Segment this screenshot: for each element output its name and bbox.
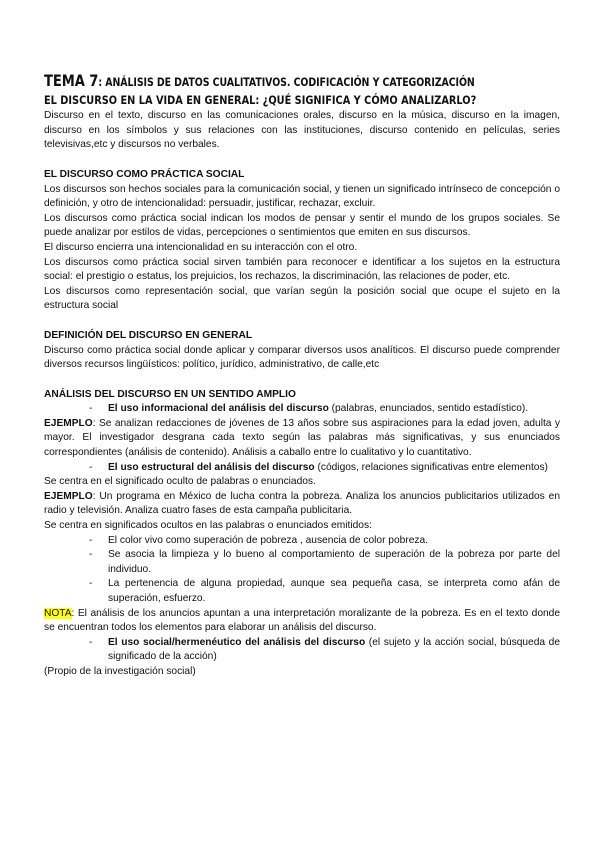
document-page <box>44 71 560 680</box>
nota-text: : El análisis de los anuncios apuntan a una interpretación moralizante de la pobreza. Es en el texto donde se encuentran todos los elementos para elaborar un análisis del discurso. <box>44 607 560 634</box>
item3-rest: (el sujeto y la acción social, búsqueda de significado de la acción) <box>108 636 560 663</box>
nota-highlight: NOTA <box>44 607 72 619</box>
item2-rest: (códigos, relaciones significativas entre elementos) <box>314 461 548 473</box>
document-title <box>44 71 475 90</box>
list-item: - Se asocia la limpieza y lo bueno al comportamiento de superación de la pobreza por parte del individuo. <box>108 548 560 577</box>
section2-paragraph: Discurso como práctica social donde aplicar y comparar diversos usos analíticos. El discurso puede comprender diversos recursos lingüísticos: político, jurídico, administrativo, de calle,etc <box>44 344 560 371</box>
example-label: EJEMPLO <box>44 417 93 429</box>
section-subtitle: EL DISCURSO EN LA VIDA EN GENERAL: ¿QUÉ SIGNIFICA Y CÓMO ANALIZARLO? <box>44 92 477 107</box>
section1-paragraph-1: Los discursos son hechos sociales para la comunicación social, y tienen un significado intrínseco de concepción o definición, y otro de intencionalidad: persuadir, justificar, rechazar, excluir. <box>44 183 560 210</box>
example-1-text: : Se analizan redacciones de jóvenes de 13 años sobre sus aspiraciones para la edad joven, adulta y mayor. El investigador desgrana cada texto según las palabras más significativas, y sus enunciados correspondientes (análisis de contenido). Análisis a caballo entre lo cualitativo y lo cuantitativo. <box>44 417 560 459</box>
item1-bold: El uso informacional del análisis del discurso <box>108 403 329 415</box>
list-item <box>108 636 560 665</box>
example-2-text: : Un programa en México de lucha contra la pobreza. Analiza los anuncios publicitarios utilizados en radio y televisión. Analiza cuatro fases de esta campaña publicitaria. <box>44 490 560 517</box>
item2-bold: El uso estructural del análisis del discurso <box>108 461 315 473</box>
list-item <box>108 461 560 476</box>
closing-line: (Propio de la investigación social) <box>44 665 196 677</box>
list-item: - El color vivo como superación de pobreza , ausencia de color pobreza. <box>108 534 560 549</box>
bullet-list <box>44 534 560 607</box>
title-rest: : ANÁLISIS DE DATOS CUALITATIVOS. CODIFICACIÓN Y CATEGORIZACIÓN <box>98 75 475 89</box>
section3-heading: ANÁLISIS DEL DISCURSO EN UN SENTIDO AMPLIO <box>44 388 296 400</box>
section1-paragraph-5: Los discursos como representación social, que varían según la posición social que ocupe el sujeto en la estructura social <box>44 285 560 312</box>
example-label: EJEMPLO <box>44 490 93 502</box>
centra-line-2: Se centra en significados ocultos en las palabras o enunciados emitidos: <box>44 520 372 532</box>
title-prefix: TEMA 7 <box>44 71 99 90</box>
centra-line-1: Se centra en el significado oculto de palabras o enunciados. <box>44 476 316 488</box>
list-item: - La pertenencia de alguna propiedad, aunque sea pequeña casa, se interpreta como afán de superación, esfuerzo. <box>108 577 560 606</box>
nota-paragraph <box>44 607 560 636</box>
section2-heading: DEFINICIÓN DEL DISCURSO EN GENERAL <box>44 329 253 341</box>
list-item <box>108 402 560 417</box>
section1-heading: EL DISCURSO COMO PRÁCTICA SOCIAL <box>44 168 245 180</box>
example-2 <box>44 490 560 519</box>
item1-rest: (palabras, enunciados, sentido estadístico). <box>328 403 529 415</box>
use-list-1 <box>44 402 560 417</box>
item3-bold: El uso social/hermenéutico del análisis del discurso <box>108 636 366 648</box>
section1-paragraph-2: Los discursos como práctica social indican los modos de pensar y sentir el mundo de los grupos sociales. Se puede analizar por estilos de vidas, percepciones o sentimientos que emiten en sus discursos. <box>44 212 560 239</box>
use-list-2 <box>44 461 560 476</box>
example-1 <box>44 417 560 461</box>
intro-paragraph: Discurso en el texto, discurso en las comunicaciones orales, discurso en la música, discurso en la imagen, discurso en los símbolos y sus relaciones con las instituciones, discurso contenido en películas, series televisivas,etc y discursos no verbales. <box>44 110 560 151</box>
section1-paragraph-3: El discurso encierra una intencionalidad en su interacción con el otro. <box>44 241 358 253</box>
use-list-3 <box>44 636 560 665</box>
section1-paragraph-4: Los discursos como práctica social sirven también para reconocer e identificar a los sujetos en la estructura social: el prestigio o estatus, los prejuicios, los rechazos, la discriminación, las relaciones de poder, etc. <box>44 256 560 283</box>
